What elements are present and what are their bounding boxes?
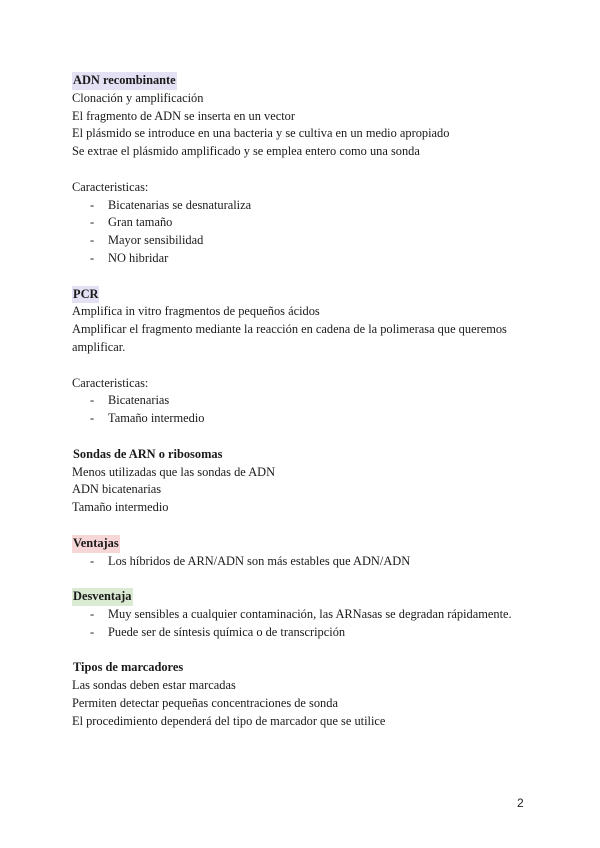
dash-marker: - — [90, 411, 95, 426]
dash-marker: - — [90, 624, 95, 639]
section-adn-recombinante — [72, 72, 532, 90]
dash-marker: - — [90, 215, 95, 230]
heading-adn-recombinante: ADN recombinante — [72, 72, 177, 90]
list-item-text: Muy sensibles a cualquier contaminación, las ARNasas se degradan rápidamente. — [108, 606, 512, 621]
list-item-text: Mayor sensibilidad — [108, 233, 204, 248]
characteristics-label: Caracteristicas: — [72, 375, 149, 390]
spacer — [72, 428, 532, 446]
dash-marker: - — [90, 553, 95, 568]
document-page — [72, 72, 532, 730]
paragraph-line: Amplifica in vitro fragmentos de pequeños ácidos — [72, 304, 320, 319]
list-item — [72, 214, 532, 232]
list-item — [72, 232, 532, 250]
list-item-text: Tamaño intermedio — [108, 411, 205, 426]
section-tipos-marcadores — [72, 659, 532, 677]
list-item — [72, 392, 532, 410]
heading-desventaja: Desventaja — [72, 588, 133, 606]
heading-tipos-marcadores: Tipos de marcadores — [73, 660, 184, 675]
list-item — [72, 197, 532, 215]
section-pcr — [72, 286, 532, 304]
dash-marker: - — [90, 233, 95, 248]
paragraph-line: El fragmento de ADN se inserta en un vector — [72, 108, 295, 123]
list-item-text: Los híbridos de ARN/ADN son más estables que ADN/ADN — [108, 553, 411, 568]
spacer — [72, 517, 532, 535]
heading-ventajas: Ventajas — [72, 535, 120, 553]
section-desventaja — [72, 588, 532, 606]
page-number: 2 — [517, 796, 524, 810]
spacer — [72, 570, 532, 588]
heading-pcr: PCR — [72, 286, 99, 304]
list-item-text: Bicatenarias — [108, 393, 170, 408]
heading-sondas-arn: Sondas de ARN o ribosomas — [73, 446, 223, 461]
list-item — [72, 624, 532, 642]
list-item-text: Gran tamaño — [108, 215, 173, 230]
paragraph-line: El plásmido se introduce en una bacteria y se cultiva en un medio apropiado — [72, 126, 450, 141]
paragraph-line: Amplificar el fragmento mediante la reacción en cadena de la polimerasa que queremos amplificar. — [72, 322, 507, 354]
spacer — [72, 161, 532, 179]
list-item — [72, 410, 532, 428]
paragraph-line: Permiten detectar pequeñas concentraciones de sonda — [72, 695, 338, 710]
characteristics-label: Caracteristicas: — [72, 179, 149, 194]
dash-marker: - — [90, 250, 95, 265]
list-item-text: Bicatenarias se desnaturaliza — [108, 197, 252, 212]
paragraph-line: Tamaño intermedio — [72, 500, 169, 515]
spacer — [72, 642, 532, 660]
ventajas-list — [72, 553, 532, 571]
section-ventajas — [72, 535, 532, 553]
paragraph-line: Las sondas deben estar marcadas — [72, 678, 236, 693]
desventaja-list — [72, 606, 532, 642]
characteristics-list-adn — [72, 197, 532, 268]
spacer — [72, 268, 532, 286]
list-item — [72, 606, 532, 624]
section-sondas-arn — [72, 446, 532, 464]
list-item-text: NO hibridar — [108, 250, 169, 265]
paragraph-line: Clonación y amplificación — [72, 90, 204, 105]
list-item-text: Puede ser de síntesis química o de transcripción — [108, 624, 346, 639]
dash-marker: - — [90, 197, 95, 212]
dash-marker: - — [90, 606, 95, 621]
paragraph-line: El procedimiento dependerá del tipo de marcador que se utilice — [72, 713, 386, 728]
characteristics-list-pcr — [72, 392, 532, 428]
list-item — [72, 553, 532, 571]
list-item — [72, 250, 532, 268]
paragraph-line: Se extrae el plásmido amplificado y se emplea entero como una sonda — [72, 144, 420, 159]
paragraph-line: Menos utilizadas que las sondas de ADN — [72, 464, 276, 479]
spacer — [72, 357, 532, 375]
dash-marker: - — [90, 393, 95, 408]
paragraph-line: ADN bicatenarias — [72, 482, 162, 497]
